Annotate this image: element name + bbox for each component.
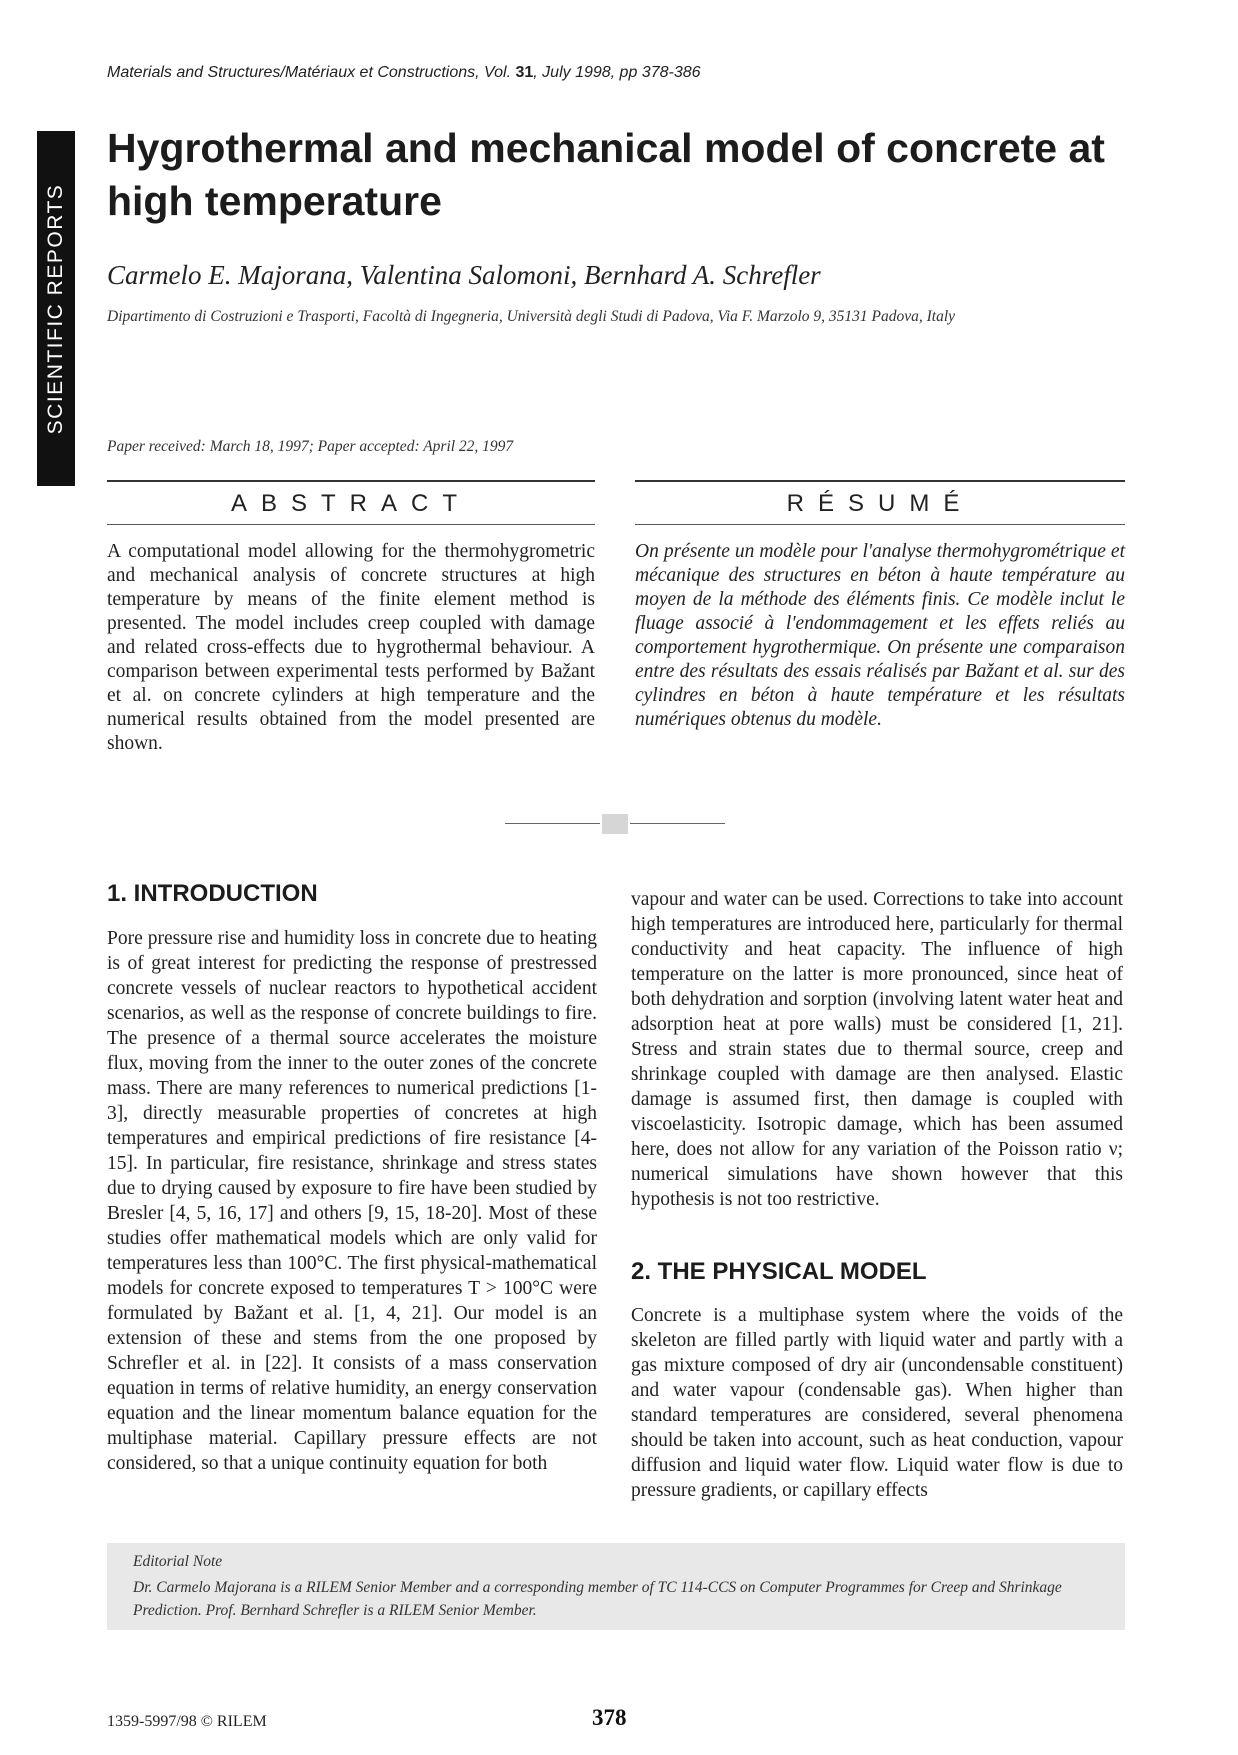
journal-name: Materials and Structures/Matériaux et Constructions, Vol. xyxy=(107,64,512,81)
editorial-note xyxy=(107,1543,1125,1630)
authors: Carmelo E. Majorana, Valentina Salomoni, Bernhard A. Schrefler xyxy=(107,260,821,290)
affiliation: Dipartimento di Costruzioni e Trasporti, Facoltà di Ingegneria, Università degli Studi di Padova, Via F. Marzolo 9, 35131 Padova, Italy xyxy=(107,308,956,325)
physical-model-heading: 2. THE PHYSICAL MODEL xyxy=(631,1258,927,1285)
introduction-continuation: vapour and water can be used. Corrections to take into account high temperatures are introduced here, particularly for thermal conductivity and heat capacity. The influence of high temperature on the latter is more pronounced, since heat of both dehydration and sorption (involving latent water heat and adsorption heat at pore walls) must be considered [1, 21]. Stress and strain states due to thermal source, creep and shrinkage coupled with damage are then analysed. Elastic damage is assumed first, then damage is coupled with viscoelasticity. Isotropic damage, which has been assumed here, does not allow for any variation of the Poisson ratio ν; numerical simulations have shown however that this hypothesis is not too restrictive. xyxy=(631,889,1123,1210)
divider-rule-left xyxy=(505,823,600,824)
introduction-heading: 1. INTRODUCTION xyxy=(107,880,318,907)
submission-dates: Paper received: March 18, 1997; Paper accepted: April 22, 1997 xyxy=(107,438,514,455)
journal-details: , July 1998, pp 378-386 xyxy=(533,64,701,81)
divider-rule-right xyxy=(630,823,725,824)
editorial-note-line: Dr. Carmelo Majorana is a RILEM Senior Member and a corresponding member of TC 114-CCS on Computer Programmes for Creep and Shrinkage xyxy=(133,1579,1062,1596)
journal-header xyxy=(107,64,701,82)
abstract-text: A computational model allowing for the thermohygrometric and mechanical analysis of concrete structures at high temperature by means of the finite element method is presented. The model includes creep coupled with damage and related cross-effects due to hygrothermal behaviour. A comparison between experimental tests performed by Bažant et al. on concrete cylinders at high temperature and the numerical results obtained from the model presented are shown. xyxy=(107,541,595,754)
section-divider xyxy=(505,812,725,836)
issn-copyright: 1359-5997/98 © RILEM xyxy=(107,1713,267,1730)
abstract-heading: ABSTRACT xyxy=(107,480,595,525)
section-tab-label: SCIENTIFIC REPORTS xyxy=(44,183,67,434)
physical-model-text: Concrete is a multiphase system where the voids of the skeleton are filled partly with liquid water and partly with a gas mixture composed of dry air (uncondensable constituent) and water vapour (condensable gas). When higher than standard temperatures are considered, several phenomena should be taken into account, such as heat conduction, vapour diffusion and liquid water flow. Liquid water flow is due to pressure gradients, or capillary effects xyxy=(631,1305,1123,1501)
divider-ornament xyxy=(602,814,628,834)
introduction-text: Pore pressure rise and humidity loss in concrete due to heating is of great interest for predicting the response of prestressed concrete vessels of nuclear reactors to hypothetical accident scenarios, as well as the response of concrete buildings to fire. The presence of a thermal source accelerates the moisture flux, moving from the inner to the outer zones of the concrete mass. There are many references to numerical predictions [1-3], directly measurable properties of concretes at high temperatures and empirical predictions of fire resistance [4-15]. In particular, fire resistance, shrinkage and stress states due to drying caused by exposure to fire have been studied by Bresler [4, 5, 16, 17] and others [9, 15, 18-20]. Most of these studies offer mathematical models which are only valid for temperatures less than 100°C. The first physical-mathematical models for concrete exposed to temperatures T > 100°C were formulated by Bažant et al. [1, 4, 21]. Our model is an extension of these and stems from the one proposed by Schrefler et al. in [22]. It consists of a mass conservation equation in terms of relative humidity, an energy conservation equation and the linear momentum balance equation for the multiphase material. Capillary pressure effects are not considered, so that a unique continuity equation for both xyxy=(107,928,597,1474)
resume-heading: RÉSUMÉ xyxy=(635,480,1125,525)
section-tab xyxy=(37,131,75,486)
resume-text: On présente un modèle pour l'analyse thermohygrométrique et mécanique des structures en béton à haute température au moyen de la méthode des éléments finis. Ce modèle inclut le fluage associé à l'endommagement et les effets reliés au comportement hygrothermique. On présente une comparaison entre des résultats des essais réalisés par Bažant et al. sur des cylindres en béton à haute température et les résultats numériques obtenus du modèle. xyxy=(635,541,1125,730)
page-number: 378 xyxy=(592,1705,627,1730)
editorial-note-title: Editorial Note xyxy=(133,1553,223,1570)
editorial-note-line: Prediction. Prof. Bernhard Schrefler is a RILEM Senior Member. xyxy=(133,1602,537,1619)
paper-title: Hygrothermal and mechanical model of concrete at high temperature xyxy=(107,125,1105,224)
journal-volume: 31 xyxy=(515,64,534,81)
